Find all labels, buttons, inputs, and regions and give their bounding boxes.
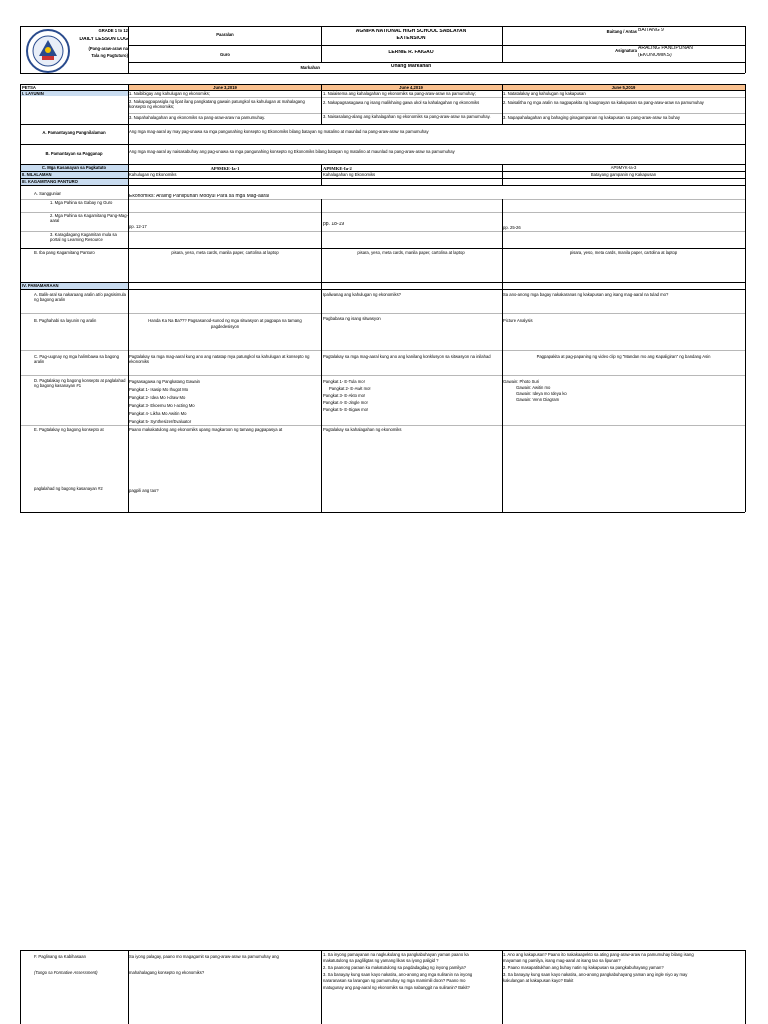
pahina-d2: pp. 18-19 — [323, 222, 345, 227]
markahan-label: Markahan — [300, 65, 320, 70]
petsa-label: PETSA — [22, 85, 36, 90]
pagtalakay-1-d3-item: Gawain: Venn Diagram — [516, 397, 560, 402]
layunin-d1-item-3: 3. Napahahalagahan ang ekonomiks sa pang-araw-araw na pamumuhay. — [129, 115, 266, 120]
paglinang-d2-line: matugunay ang pag-aaral ng ekonomiks sa mga nabanggit na suliranin? Bakit? — [323, 985, 470, 990]
pagtalakay-1-d1-item: Pangkat 2- Idea Mo I-draw Mo — [129, 395, 186, 400]
paglinang-sublabel: (Tungo sa Formative Assessment) — [34, 970, 98, 975]
kagamitan-label: III. KAGAMITANG PANTURO — [22, 179, 78, 184]
guro-value: LERNIE R. FAIGAO — [388, 50, 434, 55]
dll-subtitle-1: (Pang-araw-araw na — [88, 46, 128, 51]
pag-uugnay-d1: Pagtalakay sa mga mag-aaral kung ano ang natatap mya patungkol sa kahulugan at konsepto ng ekonomiks — [129, 354, 310, 365]
layunin-d3-item-2: 2. Naisalitha ng mga aralin na nagpapakita ng kaugnayan sa kakapusan sa pang-araw-araw na pamumuhay — [503, 100, 704, 105]
pagtalakay-2-d2: Pagtalakay sa kahalagahan ng ekonomiks — [323, 427, 402, 432]
paglinang-d3-line: kakulangan at kakapusan kayo? Bakit — [503, 978, 574, 983]
kasanayan-code-2: AP9MKE-Ia-2 — [323, 166, 352, 171]
layunin-d2-item-1: 1. Naiaisema ang kahalagahan ng ekonomiks sa pang-araw-araw na pamumuhay; — [323, 91, 476, 96]
iba-pang-kagamitan-d3: pisara, yeso, meta cards, manila paper, cartolina at laptop — [569, 250, 678, 255]
pagtalakay-1-d1-item: Pangkat 3- Ekoemu Mo I-acting Mo — [129, 403, 195, 408]
pag-uugnay-d2: Pagtalakay sa mga mag-aaral kung ano ang kanilang konklusyon sa sitwasyon na inilahad — [323, 354, 491, 359]
sanggunian-text: Ekonomiks: Araling Panlipunan Modyul Para sa mga Mag-aaral — [129, 194, 270, 199]
pahina-d3: pp. 25-26 — [503, 225, 521, 230]
pagtalakay-2-label-cont: paglalahad ng bagong kasanayan #2 — [34, 486, 103, 491]
layunin-d2-item-2: 2. Nakapagsasagawa ng isang malikhaing gawa ukol sa kahalagahan ng ekonomiks — [323, 100, 480, 105]
pamantayang-pangnilalaman-label: A. Pamantayang Pangnilalaman — [42, 130, 106, 135]
paglinang-d3-line: mayaman ng pamilya, isang mag-aaral at isang tao sa lipunan? — [503, 958, 621, 963]
paghahabi-d2: Pagbabasa ng isang sitwasyon — [323, 316, 381, 321]
layunin-label: I. LAYUNIN — [22, 91, 44, 96]
layunin-d2-item-3: 3. Naisasalang-alang ang kahalagahan ng ekonomiks sa pang-araw-araw na pamumuhay. — [323, 114, 491, 119]
guro-label: Guro — [219, 52, 230, 57]
pamamaraan-label: IV. PAMAMARAAN — [22, 283, 59, 288]
asignatura-label: Asignatura — [615, 48, 637, 53]
paghahabi-d1-line-2: pagdedesisyon — [210, 324, 240, 329]
gabay-guro-label: 1. Mga Pahina sa Gabay ng Guro — [50, 200, 113, 205]
layunin-d1-item-2: 2. Nakapagpapasigla ng lipat ilang pangkatang gawain patungkol sa kahulugan at mahalagang konsepto ng ekonomiks; — [129, 99, 305, 110]
pagtalakay-1-d3-item: Gawain: Photo Suri — [503, 379, 540, 384]
paglinang-d2-line: nararanasan sa larangan ng pamumuhay ng mga mamimili doon? Paano mo — [323, 978, 466, 983]
paglinang-d2-line: makatutulong sa pagliligtas ng yamang likas sa iyong paligid ? — [323, 958, 439, 963]
paglinang-d2-line: 1. Sa inyong pamayanan na nagkukulang sa pangkabuhayan yaman paano ka — [323, 952, 469, 957]
iba-pang-kagamitan-d2: pisara, yeso, meta cards, manila paper, cartolina at laptop — [357, 250, 465, 255]
paglinang-d1-line-1: Sa iyong palagay, paano mo magagamit sa pang-araw-araw na pamumuhay ang — [129, 954, 279, 959]
pagtalakay-1-d3-item: Gawain: Awitin mo — [516, 385, 551, 390]
pagtalakay-1-d2-item: Pangkat 1- E-Tula mo! — [323, 379, 365, 384]
layunin-d3-item-1: 1. Natatalakay ang kahulugan ng kakapusan — [503, 91, 586, 96]
paglinang-d2-line: 3. Sa banayay kung saan kayo nakatira, ano-anong ang mga suliranin na inyong — [323, 972, 473, 977]
dll-subtitle-2: Tala ng Pagtuturo) — [91, 53, 128, 58]
pagtalakay-2-d1: Paano makakatulong ang ekonomiks upang magkaroon ng tamang pagpapasya at — [129, 427, 283, 432]
pagtalakay-1-label: D. Pagtalakay ng bagong konsepto at paglalahad ng bagong kasanayan #1 — [34, 378, 126, 389]
asignatura-value-2: (EKONOMIKS) — [638, 53, 672, 58]
baitang-value: BAITANG 9 — [638, 28, 664, 33]
markahan-value: Unang Markahan — [390, 64, 432, 69]
pagtalakay-1-d2-item: Pangkat 3- E-Akto mo! — [323, 393, 366, 398]
dll-title: DAILY LESSON LOG — [79, 37, 128, 42]
pagtalakay-1-d2-item: Pangkat 4- E-Jingle mo! — [323, 400, 368, 405]
nilalaman-label: II. NILALAMAN — [22, 172, 52, 177]
baitang-label: Baitang / Antas — [606, 29, 637, 34]
pagtalakay-2-label: E. Pagtalakay ng bagong konsepto at — [34, 427, 104, 432]
petsa-day-1: June 3,2019 — [213, 85, 237, 90]
deped-logo — [25, 28, 71, 74]
paglinang-label: F. Paglinang sa Kabihasaan — [34, 954, 86, 959]
pagtalakay-1-d1-item: Pagsasagawa ng Pangkatang Gawain — [129, 379, 201, 384]
paaralan-value-1: AGNIPA NATIONAL HIGH SCHOOL SABLAYAN — [355, 29, 467, 34]
sanggunian-label: A. Sanggunian — [34, 191, 62, 196]
paglinang-d1-line-2: mahahalagang konsepto ng ekonomiks? — [129, 970, 205, 975]
pagtalakay-1-d1-item: Pangkat 5- Synthesizer/Evaluator — [129, 419, 192, 424]
asignatura-value-1: ARALING PANLIPUNAN — [638, 46, 693, 51]
paglinang-d3-line: 3. Sa banayay kung saan kayo nakatira, ano-anong pangkabuhayang yaman ang ingle niyo ay may — [503, 972, 688, 977]
petsa-day-2: June 4,2019 — [399, 85, 423, 90]
pahina-d1: pp. 12-17 — [129, 224, 147, 229]
learning-resource-label: 3. Karagdagang Kagamitan mula sa portal ng Learning Resource — [50, 232, 117, 243]
paaralan-value-2: EXTENSION — [396, 36, 426, 41]
nilalaman-d2: Kahalagahan ng Ekonomiks — [323, 172, 376, 177]
balik-aral-d3: Sa ano-anong mga bagay nakakaranas ng kakapusan ang isang mag-aaral na tulad mo? — [503, 292, 669, 297]
pagtalakay-1-d3-item: Gawain: Ideya mo Ideya ko — [516, 391, 567, 396]
pagtalakay-1-d2-item: Pangkat 5- E-Sigaw mo! — [323, 407, 369, 412]
paglinang-d3-line: 1. Ano ang kakapusan? Paano ito nakakaapekto sa ating pang-araw-araw na pamumuhay bilang isang — [503, 952, 694, 957]
kasanayan-code-3: AP9MYK-Ia-3 — [610, 165, 637, 170]
pamantayan-sa-pagganap-label: B. Pamantayan sa Pagganap — [45, 151, 103, 156]
grade-label: GRADE 1 to 12 — [98, 28, 128, 33]
pagtalakay-1-d1-item: Pangkat 1- Isasip Mo Ihugot Mo — [129, 387, 189, 392]
paaralan-label: Paaralan — [216, 32, 234, 37]
paghahabi-label: B. Paghahabi sa layunin ng aralin — [34, 318, 97, 323]
paglinang-d2-line: 2. Sa paanong paraan ka makatutulong sa pagdadagdag ng inyong pamilya? — [323, 965, 466, 970]
pamantayan-sa-pagganap-text: Ang mga mag-aaral ay naisasabuhay ang pag-unawa sa mga pangunahing konsepto ng Ekonomiks bilang batayan ng matalino at maunlad na pang-araw-araw na pamumuhay — [129, 149, 455, 154]
balik-aral-d2: Ipaliwanag ang kahulugan ng ekonomiks? — [323, 292, 401, 297]
pag-uugnay-d3: Pagpapakita at pag-papaning ng video clip ng "Mandan mo ang Kapaligiran" ng bandang Asin — [536, 354, 711, 359]
pamantayang-pangnilalaman-text: Ang mga mag-aaral ay may pag-unawa sa mga pangunahing konsepto ng Ekonomiks bilang batayan ng matalino at maunlad na pang-araw-araw na pamumuhay — [129, 129, 429, 134]
petsa-day-3: June 5,2019 — [611, 85, 636, 90]
pag-uugnay-label: C. Pag-uugnay ng mga halimbawa sa bagong aralin — [34, 354, 119, 365]
iba-pang-kagamitan-d1: pisara, yeso, meta cards, manila paper, cartolina at laptop — [171, 250, 279, 255]
layunin-d1-item-1: 1. Naibibigay ang kahulugan ng ekonomiks; — [129, 91, 211, 96]
nilalaman-d3: Batayang gampanin ng Kakapusan — [590, 172, 657, 177]
paghahabi-d3: Picture Analysis — [503, 318, 533, 323]
kasanayan-label: C. Mga Kasanayan sa Pagkatuto — [41, 165, 107, 170]
kagamitang-mag-aaral-label: 2. Mga Pahina sa Kagamitang Pang-Mag-aaral — [50, 213, 128, 224]
pagtalakay-1-d2-item: Pangkat 2- E-Awit mo! — [329, 386, 371, 391]
layunin-d3-item-3: 3. Napapahalagahan ang bahaging ginagampanan ng kakapusan sa pang-araw-araw na buhay — [503, 115, 680, 120]
nilalaman-d1: Kahulugan ng Ekonomiks — [129, 172, 177, 177]
pagtalakay-2-d1-cont: pagpili ang tao? — [129, 488, 159, 493]
pagtalakay-1-d1-item: Pangkat 4- Likha Mo Awitin Mo — [129, 411, 187, 416]
paglinang-d3-line: 2. Paano masapatitukhan ang buhay natin ng kakapusan sa pangkabuhayang yaman? — [503, 965, 664, 970]
paghahabi-d1-line-1: Handa Ka Na Ba??? Pagsasanod-sunod ng mga sitwasyon at pagpapa na tamang — [148, 318, 302, 323]
balik-aral-label: A. Balik-aral sa nakaraang aralin at/o pagsisimula ng bagong aralin — [34, 292, 126, 303]
kasanayan-code-1: AP9MKE-Ia-1 — [210, 166, 240, 171]
iba-pang-kagamitan-label: B. Iba pang Kagamitang Panturo — [34, 250, 95, 255]
